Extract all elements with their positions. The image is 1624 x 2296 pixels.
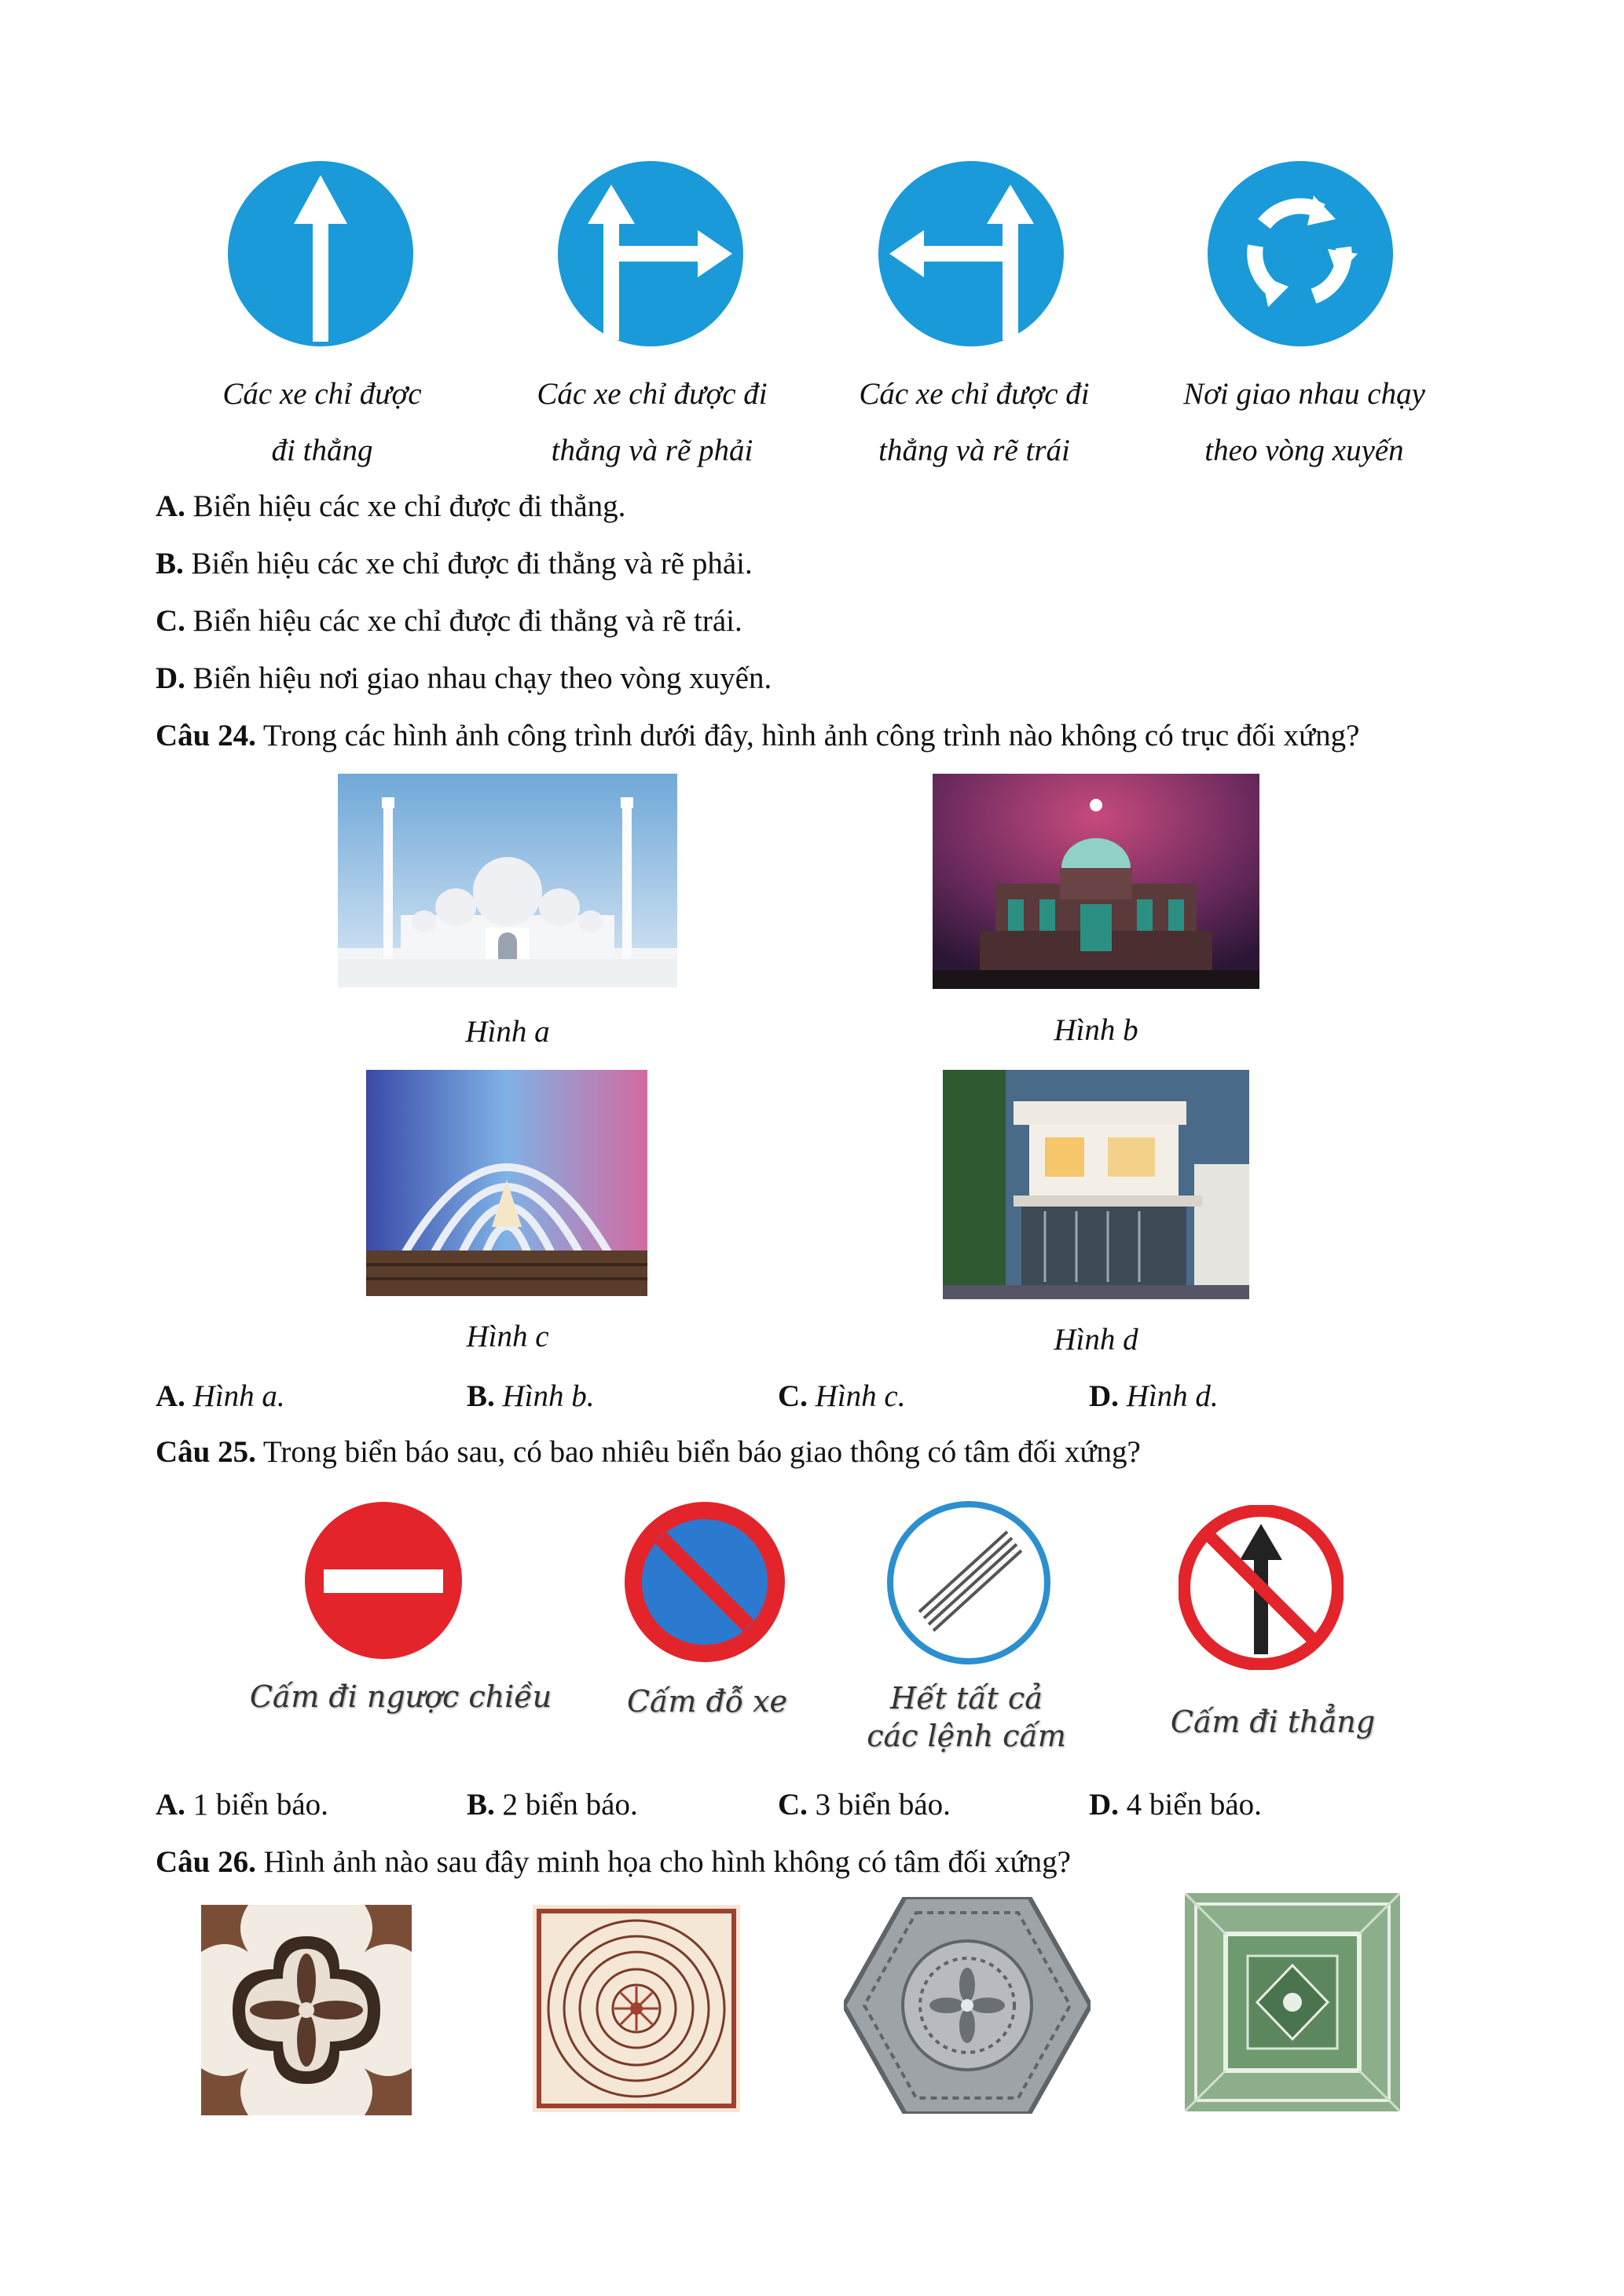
figure-caption-b: Hình b [1054, 1013, 1138, 1047]
option-letter: C. [156, 604, 185, 638]
caption-roundabout-line1: Nơi giao nhau chạy [1183, 377, 1425, 411]
option-letter: A. [156, 1379, 185, 1413]
sign-roundabout [1204, 161, 1397, 346]
question-label: Câu 24. [156, 719, 256, 753]
caption-roundabout-line2: theo vòng xuyến [1204, 434, 1404, 467]
photo-tomb-night [933, 774, 1259, 989]
sign-straight-right [558, 161, 743, 346]
sign-end-of-restrictions [886, 1500, 1051, 1665]
sign-label-text: Hết tất cả [890, 1681, 1043, 1716]
sign-label-text: các lệnh cấm [867, 1719, 1066, 1753]
option-letter: C. [778, 1788, 808, 1822]
sign-label-text: Cấm đi ngược chiều [249, 1679, 552, 1714]
option-text: Hình c. [807, 1379, 906, 1413]
option-letter: B. [467, 1379, 495, 1413]
option-letter: D. [1089, 1788, 1119, 1822]
caption-straight-only-line1: Các xe chỉ được [222, 377, 422, 411]
option-letter: C. [778, 1379, 808, 1413]
option-letter: D. [1089, 1379, 1119, 1413]
sign-no-entry [305, 1502, 462, 1659]
sign-label-no-entry [228, 1678, 574, 1716]
sign-label-end-restrictions [849, 1679, 1084, 1755]
caption-straight-right-line2: thẳng và rẽ phải [551, 434, 753, 467]
q25-question [156, 1434, 1141, 1470]
question-label: Câu 26. [156, 1845, 256, 1879]
question-text: Hình ảnh nào sau đây minh họa cho hình không có tâm đối xứng? [255, 1845, 1071, 1879]
q23-option-d [156, 661, 772, 696]
q24-option-b [467, 1379, 595, 1414]
q23-option-c [156, 603, 742, 639]
sign-straight-only [228, 161, 413, 346]
photo-mosque-white [338, 774, 677, 987]
sign-straight-left [878, 161, 1064, 346]
figure-caption-c: Hình c [466, 1320, 549, 1353]
q24-option-a [156, 1379, 285, 1414]
sign-label-text: Cấm đỗ xe [626, 1684, 788, 1719]
figure-caption-a: Hình a [465, 1015, 550, 1049]
question-label: Câu 25. [156, 1435, 256, 1469]
q25-option-c [778, 1787, 951, 1822]
option-letter: A. [156, 1788, 185, 1822]
option-text: 1 biển báo. [185, 1788, 328, 1822]
photo-church-interior [366, 1070, 647, 1296]
figure-caption-d: Hình d [1054, 1323, 1138, 1357]
sign-no-straight [1179, 1505, 1344, 1670]
tile-bronze-drum [533, 1905, 740, 2112]
tile-green-square [1185, 1893, 1400, 2111]
option-text: Hình b. [494, 1379, 595, 1413]
q25-option-a [156, 1787, 328, 1822]
option-letter: B. [467, 1788, 495, 1822]
option-text: 2 biển báo. [494, 1788, 638, 1822]
option-text: Biển hiệu nơi giao nhau chạy theo vòng xuyến. [185, 661, 772, 695]
q25-option-d [1089, 1787, 1262, 1822]
q25-option-b [467, 1787, 638, 1822]
q23-option-b [156, 546, 753, 581]
tile-brown-quatrefoil [201, 1905, 412, 2115]
q26-question [156, 1844, 1071, 1880]
caption-straight-only-line2: đi thẳng [271, 434, 373, 467]
option-text: Biển hiệu các xe chỉ được đi thẳng và rẽ phải. [183, 547, 753, 580]
option-text: Biển hiệu các xe chỉ được đi thẳng và rẽ trái. [185, 604, 742, 638]
option-letter: A. [156, 489, 185, 523]
option-text: Hình d. [1118, 1379, 1219, 1413]
question-text: Trong các hình ảnh công trình dưới đây, hình ảnh công trình nào không có trục đối xứng? [255, 719, 1360, 753]
option-text: Hình a. [185, 1379, 285, 1413]
tile-grey-hexagon [844, 1897, 1091, 2114]
caption-straight-right-line1: Các xe chỉ được đi [537, 377, 768, 411]
option-text: Biển hiệu các xe chỉ được đi thẳng. [185, 489, 626, 523]
photo-modern-house [943, 1070, 1249, 1299]
option-text: 4 biển báo. [1118, 1788, 1262, 1822]
q24-option-d [1089, 1379, 1219, 1414]
caption-straight-left-line2: thẳng và rẽ trái [878, 434, 1070, 467]
option-text: 3 biển báo. [807, 1788, 951, 1822]
option-letter: D. [156, 661, 185, 695]
sign-label-no-straight [1147, 1703, 1399, 1741]
q24-question [156, 718, 1359, 753]
question-text: Trong biển báo sau, có bao nhiêu biển báo giao thông có tâm đối xứng? [255, 1435, 1141, 1469]
sign-no-parking [625, 1502, 786, 1663]
q24-option-c [778, 1379, 905, 1414]
sign-label-text: Cấm đi thẳng [1170, 1705, 1376, 1739]
option-letter: B. [156, 547, 184, 580]
sign-label-no-parking [597, 1683, 817, 1720]
q23-option-a [156, 489, 625, 524]
caption-straight-left-line1: Các xe chỉ được đi [859, 377, 1090, 411]
